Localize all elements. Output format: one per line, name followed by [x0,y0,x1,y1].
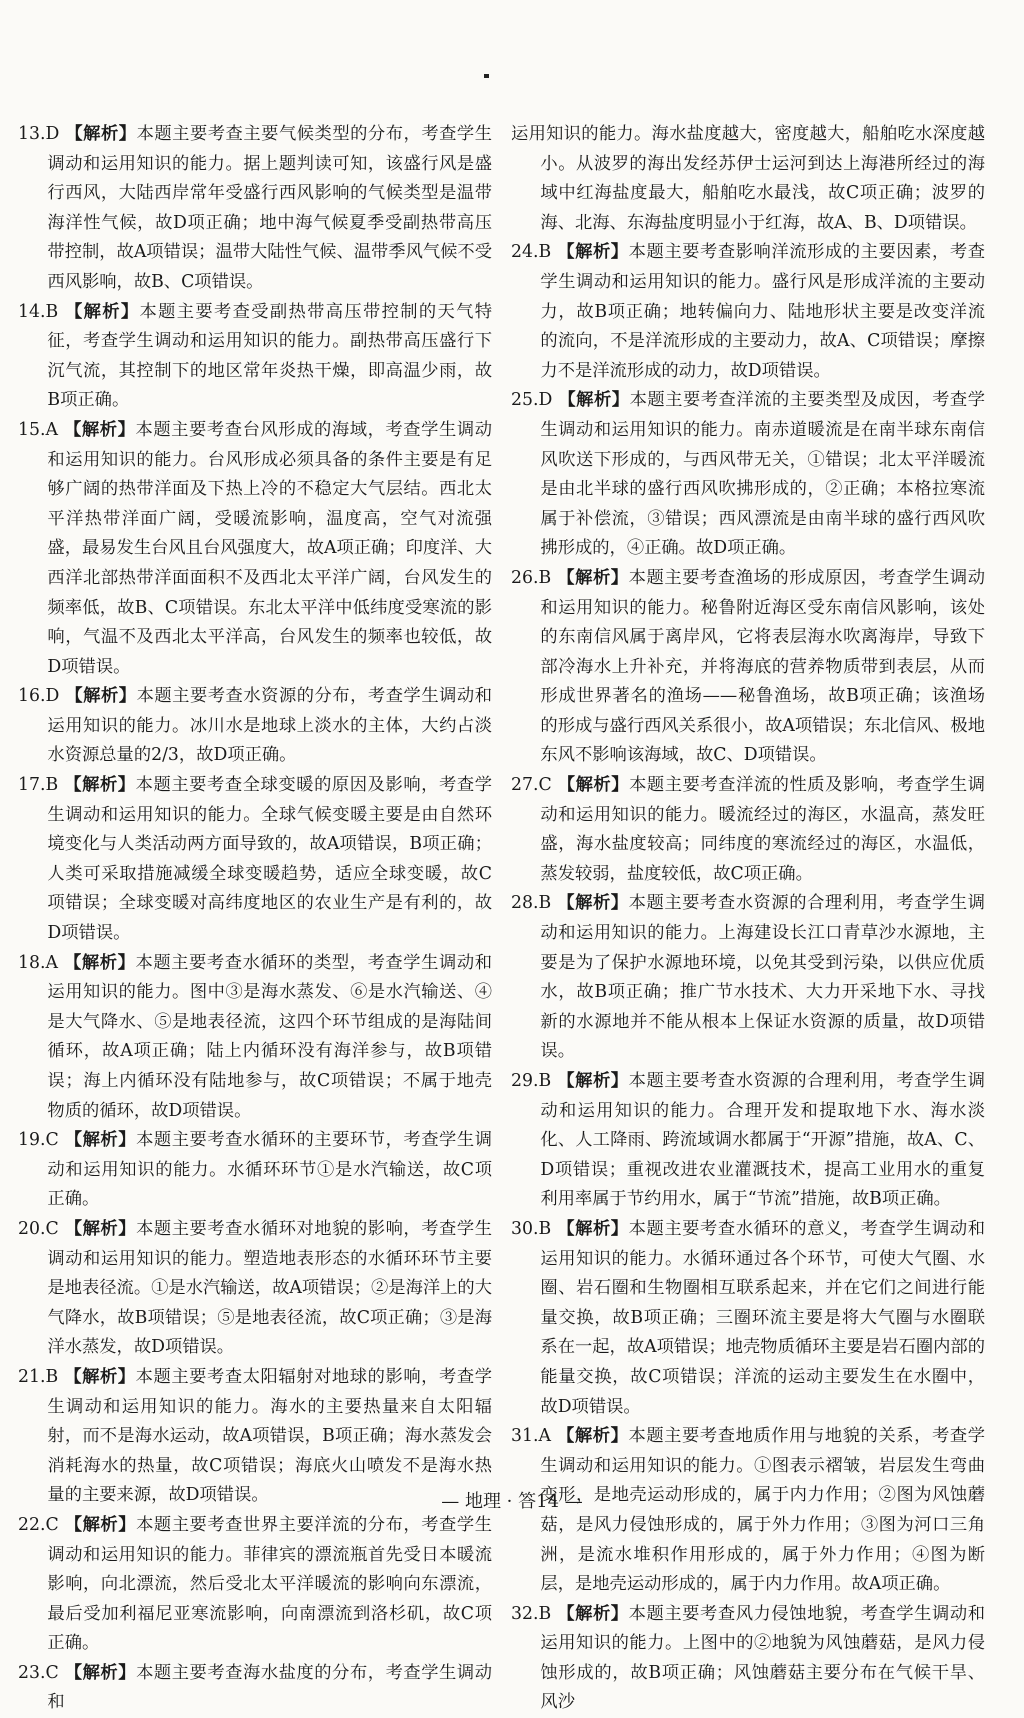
answer-item: 20.C 【解析】本题主要考查水循环对地貌的影响，考查学生调动和运用知识的能力。塑造地表形态的水循环环节主要是地表径流。①是水汽输送，故A项错误；②是海洋上的大气降水，故B项错误；⑤是地表径流，故C项正确；③是海洋水蒸发，故D项错误。 [18,1218,492,1358]
answer-item: 31.A 【解析】本题主要考查地质作用与地貌的关系，考查学生调动和运用知识的能力。①图表示褶皱，岩层发生弯曲变形，是地壳运动形成的，属于内力作用；②图为风蚀蘑菇，是风力侵蚀形成的，属于外力作用；③图为河口三角洲，是流水堆积作用形成的，属于外力作用；④图为断层，是地壳运动形成的，属于内力作用。故A项正确。 [511,1426,985,1595]
answer-item: 22.C 【解析】本题主要考查世界主要洋流的分布，考查学生调动和运用知识的能力。菲律宾的漂流瓶首先受日本暖流影响，向北漂流，然后受北太平洋暖流的影响向东漂流，最后受加利福尼亚寒流影响，向南漂流到洛杉矶，故C项正确。 [18,1514,492,1654]
answer-item: 21.B 【解析】本题主要考查太阳辐射对地球的影响，考查学生调动和运用知识的能力。海水的主要热量来自太阳辐射，而不是海水运动，故A项错误，B项正确；海水蒸发会消耗海水的热量，故C项错误；海底火山喷发不是海水热量的主要来源，故D项错误。 [18,1366,492,1506]
answer-item: 32.B 【解析】本题主要考查风力侵蚀地貌，考查学生调动和运用知识的能力。上图中的②地貌为风蚀蘑菇，是风力侵蚀形成的，故B项正确；风蚀蘑菇主要分布在气候干旱、风沙 [511,1603,985,1713]
answer-item: 27.C 【解析】本题主要考查洋流的性质及影响，考查学生调动和运用知识的能力。暖流经过的海区，水温高，蒸发旺盛，海水盐度较高；同纬度的寒流经过的海区，水温低，蒸发较弱，盐度较低，故C项正确。 [511,775,985,884]
answer-item: 17.B 【解析】本题主要考查全球变暖的原因及影响，考查学生调动和运用知识的能力。全球气候变暖主要是由自然环境变化与人类活动两方面导致的，故A项错误，B项正确；人类可采取措施减缓全球变暖趋势，适应全球变暖，故C项错误；全球变暖对高纬度地区的农业生产是有利的，故D项错误。 [18,775,492,944]
answer-item: 24.B 【解析】本题主要考查影响洋流形成的主要因素，考查学生调动和运用知识的能力。盛行风是形成洋流的主要动力，故B项正确；地转偏向力、陆地形状主要是改变洋流的流向，不是洋流形成的主要动力，故A、C项错误；摩擦力不是洋流形成的动力，故D项错误。 [511,242,985,381]
top-dot [484,74,489,78]
answer-item: 13.D 【解析】本题主要考查主要气候类型的分布，考查学生调动和运用知识的能力。据上题判读可知，该盛行风是盛行西风，大陆西岸常年受盛行西风影响的气候类型是温带海洋性气候，故D项正确；地中海气候夏季受副热带高压带控制，故A项错误；温带大陆性气候、温带季风气候不受西风影响，故B、C项错误。 [18,124,492,292]
answer-item: 25.D 【解析】本题主要考查洋流的主要类型及成因，考查学生调动和运用知识的能力。南赤道暖流是在南半球东南信风吹送下形成的，与西风带无关，①错误；北太平洋暖流是由北半球的盛行西风吹拂形成的，②正确；本格拉寒流属于补偿流，③错误；西风漂流是由南半球的盛行西风吹拂形成的，④正确。故D项正确。 [511,390,985,559]
answer-item: 23.C 【解析】本题主要考查海水盐度的分布，考查学生调动和 [18,1662,492,1713]
answer-item-continued: 运用知识的能力。海水盐度越大，密度越大，船舶吃水深度越小。从波罗的海出发经苏伊士运河到达上海港所经过的海域中红海盐度最大，船舶吃水最浅，故C项正确；波罗的海、北海、东海盐度明显小于红海，故A、B、D项错误。 [511,124,985,233]
answer-item: 30.B 【解析】本题主要考查水循环的意义，考查学生调动和运用知识的能力。水循环通过各个环节，可使大气圈、水圈、岩石圈和生物圈相互联系起来，并在它们之间进行能量交换，故B项正确；三圈环流主要是将大气圈与水圈联系在一起，故A项错误；地壳物质循环主要是岩石圈内部的能量交换，故C项错误；洋流的运动主要发生在水圈中，故D项错误。 [511,1218,985,1417]
answer-item: 14.B 【解析】本题主要考查受副热带高压带控制的天气特征，考查学生调动和运用知识的能力。副热带高压盛行下沉气流，其控制下的地区常年炎热干燥，即高温少雨，故B项正确。 [18,301,492,411]
answer-item: 29.B 【解析】本题主要考查水资源的合理利用，考查学生调动和运用知识的能力。合理开发和提取地下水、海水淡化、人工降雨、跨流域调水都属于“开源”措施，故A、C、D项错误；重视改进农业灌溉技术，提高工业用水的重复利用率属于节约用水，属于“节流”措施，故B项正确。 [511,1071,985,1210]
left-column [18,120,492,1718]
page-footer: — 地理 · 答14 — [441,1491,583,1512]
answer-item: 28.B 【解析】本题主要考查水资源的合理利用，考查学生调动和运用知识的能力。上海建设长江口青草沙水源地，主要是为了保护水源地环境，以免其受到污染，以供应优质水，故B项正确；推广节水技术、大力开采地下水、寻找新的水源地并不能从根本上保证水资源的质量，故D项错误。 [511,893,985,1062]
answer-item: 18.A 【解析】本题主要考查水循环的类型，考查学生调动和运用知识的能力。图中③是海水蒸发、⑥是水汽输送、④是大气降水、⑤是地表径流，这四个环节组成的是海陆间循环，故A项正确；陆上内循环没有海洋参与，故B项错误；海上内循环没有陆地参与，故C项错误；不属于地壳物质的循环，故D项错误。 [18,952,492,1121]
answer-item: 16.D 【解析】本题主要考查水资源的分布，考查学生调动和运用知识的能力。冰川水是地球上淡水的主体，大约占淡水资源总量的2/3，故D项正确。 [18,686,492,766]
answer-item: 15.A 【解析】本题主要考查台风形成的海域，考查学生调动和运用知识的能力。台风形成必须具备的条件主要是有足够广阔的热带洋面及下热上冷的不稳定大气层结。西北太平洋热带洋面广阔，受暖流影响，温度高，空气对流强盛，最易发生台风且台风强度大，故A项正确；印度洋、大西洋北部热带洋面面积不及西北太平洋广阔，台风发生的频率低，故B、C项错误。东北太平洋中低纬度受寒流的影响，气温不及西北太平洋高，台风发生的频率也较低，故D项错误。 [18,419,492,677]
answer-item: 19.C 【解析】本题主要考查水循环的主要环节，考查学生调动和运用知识的能力。水循环环节①是水汽输送，故C项正确。 [18,1130,492,1210]
answer-item: 26.B 【解析】本题主要考查渔场的形成原因，考查学生调动和运用知识的能力。秘鲁附近海区受东南信风影响，该处的东南信风属于离岸风，它将表层海水吹离海岸，导致下部冷海水上升补充，并将海底的营养物质带到表层，从而形成世界著名的渔场——秘鲁渔场，故B项正确；该渔场的形成与盛行西风关系很小，故A项错误；东北信风、极地东风不影响该海域，故C、D项错误。 [511,567,985,766]
right-column [511,120,985,1718]
